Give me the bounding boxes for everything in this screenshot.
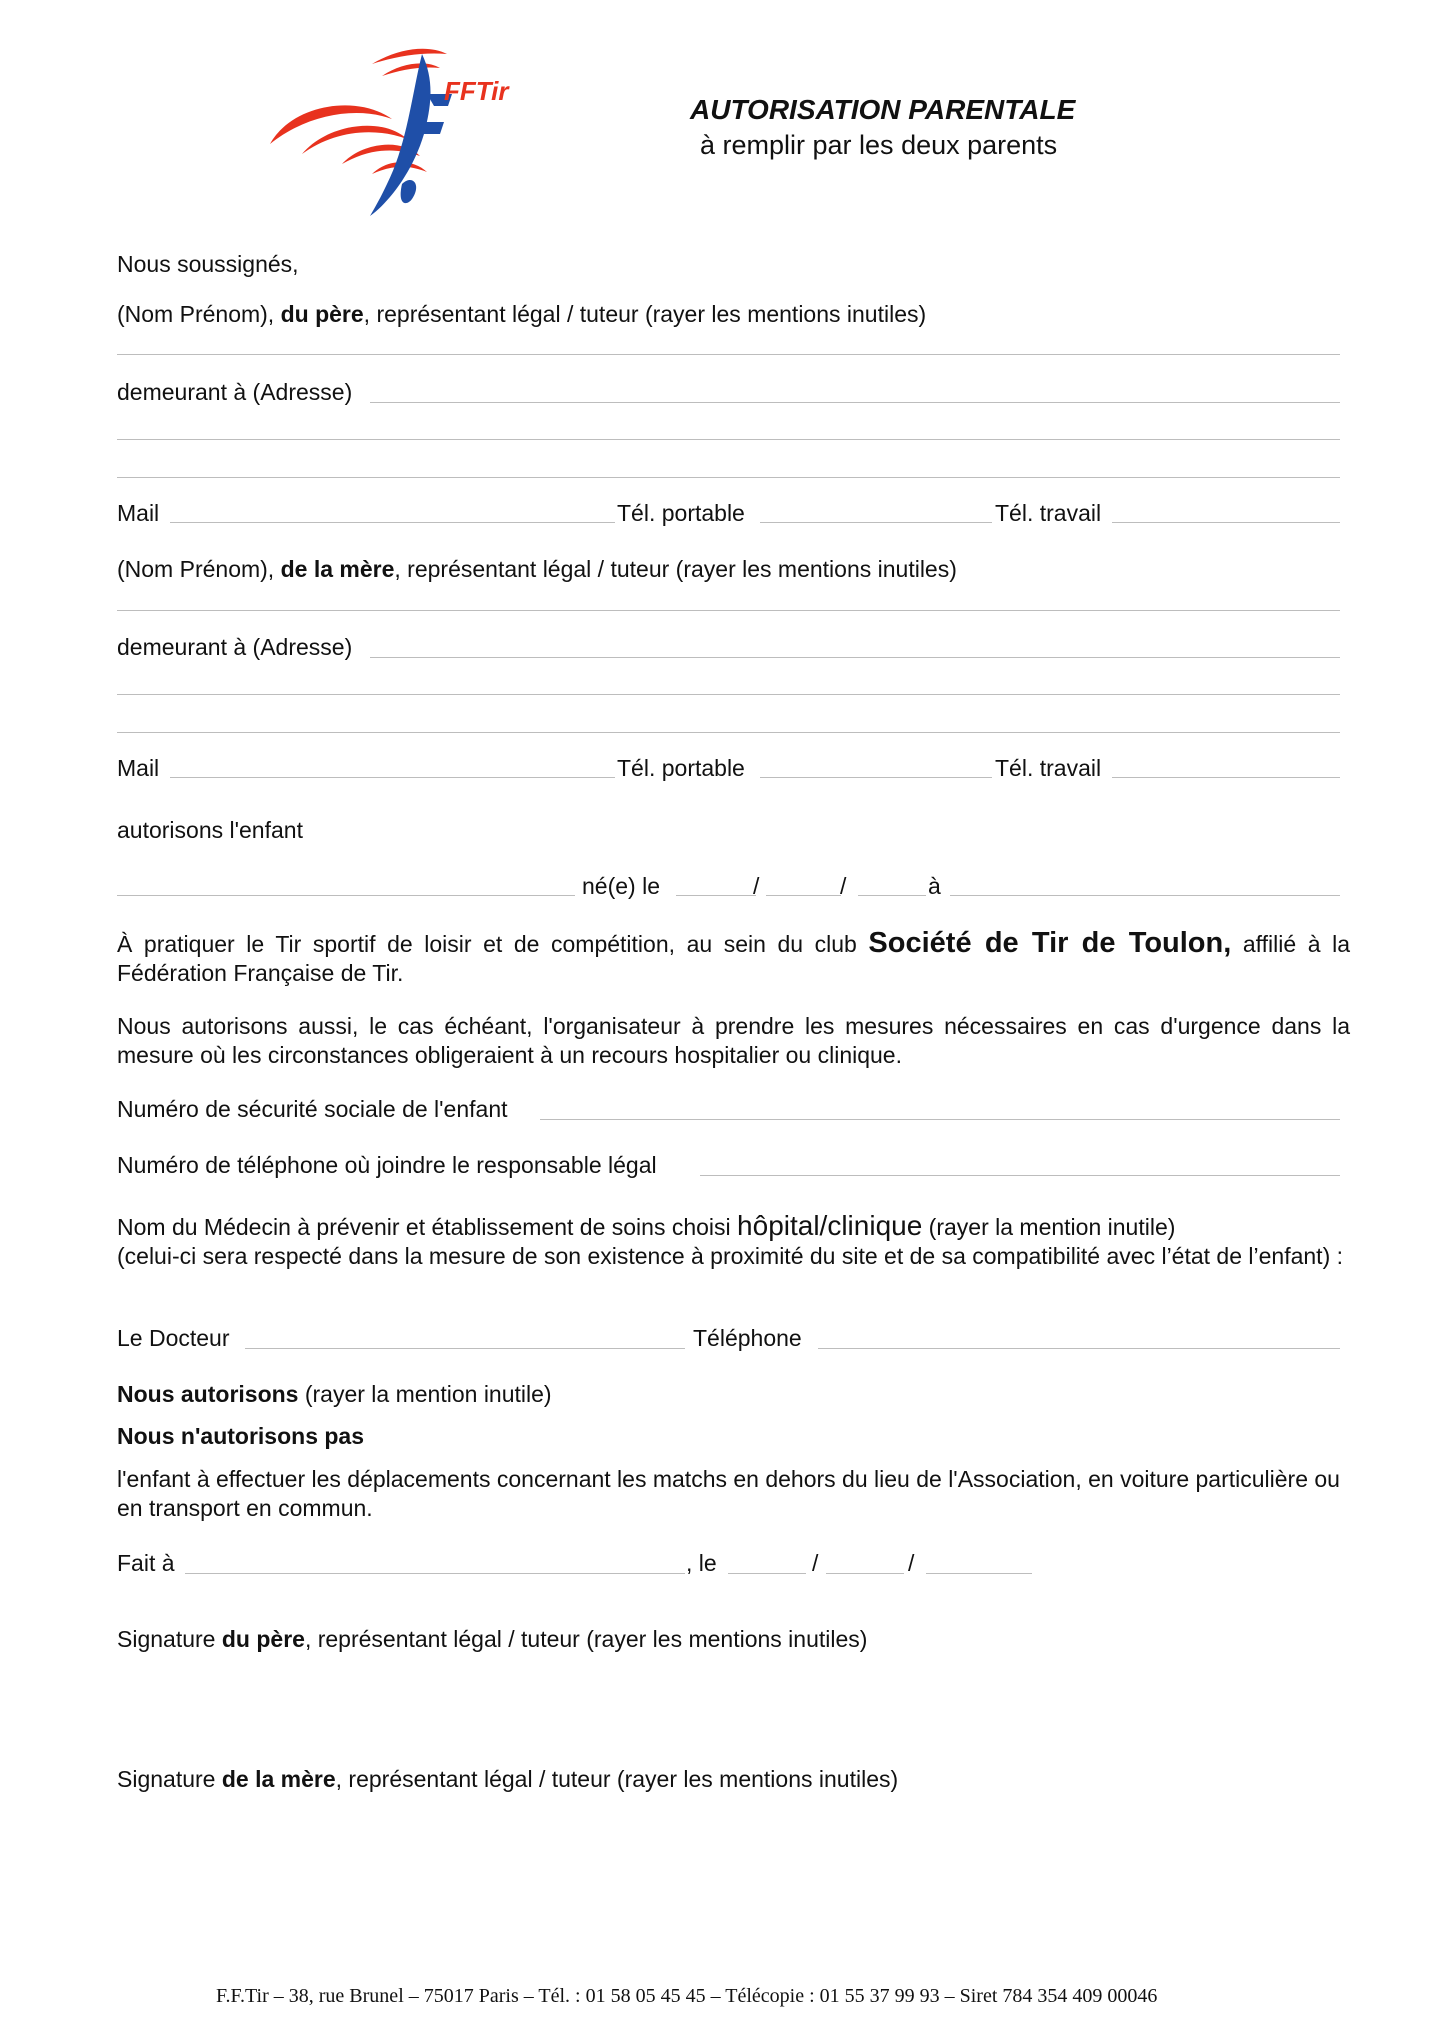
travel-not-authorize-label[interactable]: Nous n'autorisons pas <box>117 1423 365 1449</box>
child-birth-day-field[interactable] <box>676 895 756 896</box>
signature-father-label: Signature du père, représentant légal / tuteur (rayer les mentions inutiles) <box>117 1626 868 1652</box>
child-birthplace-label: à <box>928 873 941 899</box>
father-mail-field[interactable] <box>170 522 615 523</box>
practice-paragraph: À pratiquer le Tir sportif de loisir et de compétition, au sein du club Société de Tir de Toulon, affilié à la Fédération Française de Tir. <box>117 927 1350 986</box>
social-security-field[interactable] <box>540 1119 1340 1120</box>
travel-authorize-label[interactable]: Nous autorisons (rayer la mention inutile) <box>117 1381 552 1407</box>
footer-text: F.F.Tir – 38, rue Brunel – 75017 Paris – Tél. : 01 58 05 45 45 – Télécopie : 01 55 37 99 93 – Siret 784 354 409 00046 <box>216 1985 1158 2007</box>
done-place-field[interactable] <box>185 1573 685 1574</box>
mother-name-field[interactable] <box>117 610 1340 611</box>
child-birth-month-field[interactable] <box>766 895 841 896</box>
mother-name-label: (Nom Prénom), de la mère, représentant légal / tuteur (rayer les mentions inutiles) <box>117 556 957 582</box>
doctor-name-field[interactable] <box>245 1348 685 1349</box>
mother-address-label: demeurant à (Adresse) <box>117 634 353 660</box>
father-mobile-field[interactable] <box>760 522 992 523</box>
mother-mail-field[interactable] <box>170 777 615 778</box>
mother-address-field-2[interactable] <box>117 694 1340 695</box>
mother-address-field-1[interactable] <box>370 657 1340 658</box>
child-born-label: né(e) le <box>582 873 660 899</box>
mother-work-label: Tél. travail <box>995 755 1102 781</box>
father-address-label: demeurant à (Adresse) <box>117 379 353 405</box>
child-name-field[interactable] <box>117 895 575 896</box>
guardian-phone-label: Numéro de téléphone où joindre le responsable légal <box>117 1152 657 1178</box>
father-address-field-2[interactable] <box>117 439 1340 440</box>
club-name: Société de Tir de Toulon, <box>868 927 1232 959</box>
hospital-clinic-choice[interactable]: hôpital/clinique <box>737 1210 923 1241</box>
father-address-field-1[interactable] <box>370 402 1340 403</box>
child-birth-year-field[interactable] <box>858 895 926 896</box>
father-work-label: Tél. travail <box>995 500 1102 526</box>
doctor-note: (celui-ci sera respecté dans la mesure de son existence à proximité du site et de sa compatibilité avec l’état de l’enfant) : <box>117 1243 1344 1269</box>
signature-mother-label: Signature de la mère, représentant légal / tuteur (rayer les mentions inutiles) <box>117 1766 899 1792</box>
social-security-label: Numéro de sécurité sociale de l'enfant <box>117 1096 508 1122</box>
father-name-field[interactable] <box>117 354 1340 355</box>
date-separator: / <box>753 873 760 899</box>
doctor-phone-label: Téléphone <box>693 1325 802 1351</box>
mother-work-field[interactable] <box>1112 777 1340 778</box>
father-mail-label: Mail <box>117 500 160 526</box>
doctor-label: Le Docteur <box>117 1325 230 1351</box>
fftir-logo <box>262 34 552 220</box>
done-day-field[interactable] <box>728 1573 806 1574</box>
done-date-label: , le <box>686 1550 717 1576</box>
emergency-paragraph: Nous autorisons aussi, le cas échéant, l'organisateur à prendre les mesures nécessaires en cas d'urgence dans la mesure où les circonstances obligeraient à un recours hospitalier ou clinique. <box>117 1013 1350 1068</box>
father-address-field-3[interactable] <box>117 477 1340 478</box>
doctor-phone-field[interactable] <box>818 1348 1340 1349</box>
logo-text: FFTir <box>444 76 509 106</box>
page-title: AUTORISATION PARENTALE <box>690 94 1076 125</box>
guardian-phone-field[interactable] <box>700 1175 1340 1176</box>
mother-address-field-3[interactable] <box>117 732 1340 733</box>
travel-paragraph: l'enfant à effectuer les déplacements concernant les matchs en dehors du lieu de l'Association, en voiture particulière ou en transport en commun. <box>117 1466 1340 1521</box>
mother-mail-label: Mail <box>117 755 160 781</box>
father-name-label: (Nom Prénom), du père, représentant légal / tuteur (rayer les mentions inutiles) <box>117 301 927 327</box>
child-birthplace-field[interactable] <box>950 895 1340 896</box>
done-at-label: Fait à <box>117 1550 175 1576</box>
done-month-field[interactable] <box>826 1573 904 1574</box>
doctor-paragraph: Nom du Médecin à prévenir et établissement de soins choisi hôpital/clinique (rayer la mention inutile) (celui-ci sera respecté dans la mesure de son existence à proximité du site et de sa compatibilité avec l’état de l’enfant) : <box>117 1210 1344 1269</box>
date-separator: / <box>812 1550 819 1576</box>
intro-text: Nous soussignés, <box>117 251 299 277</box>
done-year-field[interactable] <box>926 1573 1032 1574</box>
page-subtitle: à remplir par les deux parents <box>700 130 1058 160</box>
father-work-field[interactable] <box>1112 522 1340 523</box>
child-authorize-label: autorisons l'enfant <box>117 817 303 843</box>
date-separator: / <box>840 873 847 899</box>
mother-mobile-field[interactable] <box>760 777 992 778</box>
date-separator: / <box>908 1550 915 1576</box>
mother-mobile-label: Tél. portable <box>617 755 745 781</box>
father-mobile-label: Tél. portable <box>617 500 745 526</box>
